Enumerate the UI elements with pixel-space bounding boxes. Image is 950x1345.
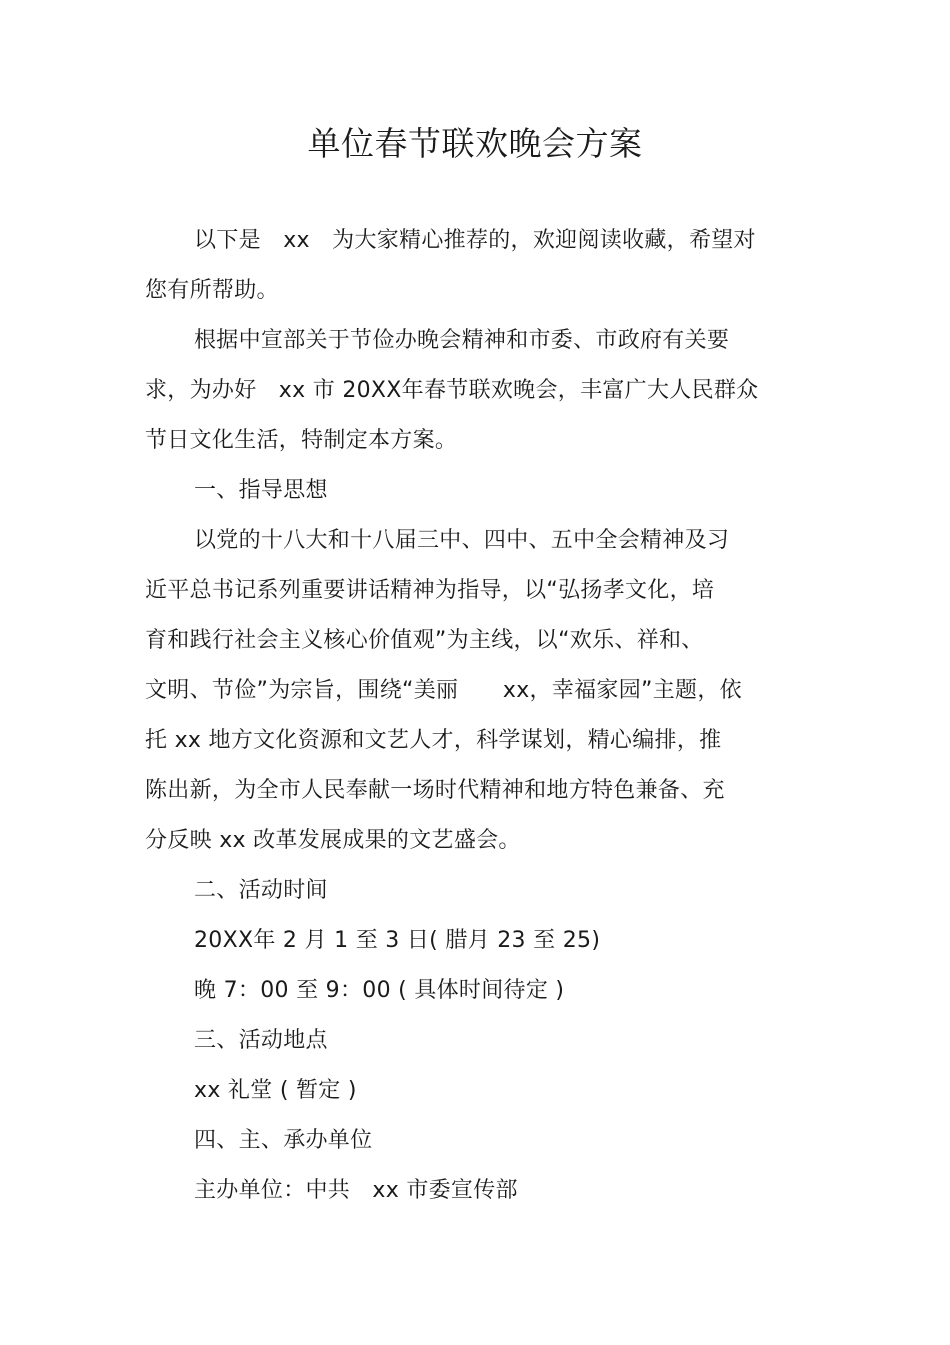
- paragraph-line: 托 xx 地方文化资源和文艺人才，科学谋划，精心编排，推: [145, 728, 722, 753]
- section-heading: 四、主、承办单位: [194, 1128, 373, 1153]
- section-heading: 三、活动地点: [194, 1028, 328, 1053]
- paragraph-line: 求，为办好 xx 市 20XX年春节联欢晚会，丰富广大人民群众: [145, 378, 759, 403]
- paragraph-line: 文明、节俭”为宗旨，围绕“美丽 xx，幸福家园”主题，依: [145, 678, 742, 703]
- paragraph-line: 以下是 xx 为大家精心推荐的，欢迎阅读收藏，希望对: [194, 228, 756, 253]
- paragraph-line: 根据中宣部关于节俭办晚会精神和市委、市政府有关要: [194, 328, 730, 353]
- paragraph-line: 陈出新，为全市人民奉献一场时代精神和地方特色兼备、充: [145, 778, 725, 803]
- paragraph-line: xx 礼堂 ( 暂定 ): [194, 1078, 357, 1103]
- section-heading: 二、活动时间: [194, 878, 328, 903]
- paragraph-line: 育和践行社会主义核心价值观”为主线，以“欢乐、祥和、: [145, 628, 704, 653]
- paragraph-line: 主办单位：中共 xx 市委宣传部: [194, 1178, 518, 1203]
- paragraph-line: 节日文化生活，特制定本方案。: [145, 428, 458, 453]
- section-heading: 一、指导思想: [194, 478, 328, 503]
- paragraph-line: 以党的十八大和十八届三中、四中、五中全会精神及习: [194, 528, 730, 553]
- paragraph-line: 晚 7：00 至 9：00 ( 具体时间待定 ): [194, 978, 565, 1003]
- paragraph-line: 您有所帮助。: [145, 278, 279, 303]
- paragraph-line: 近平总书记系列重要讲话精神为指导，以“弘扬孝文化，培: [145, 578, 715, 603]
- paragraph-line: 20XX年 2 月 1 至 3 日( 腊月 23 至 25): [194, 928, 601, 953]
- paragraph-line: 分反映 xx 改革发展成果的文艺盛会。: [145, 828, 521, 853]
- document-title: 单位春节联欢晚会方案: [307, 124, 643, 163]
